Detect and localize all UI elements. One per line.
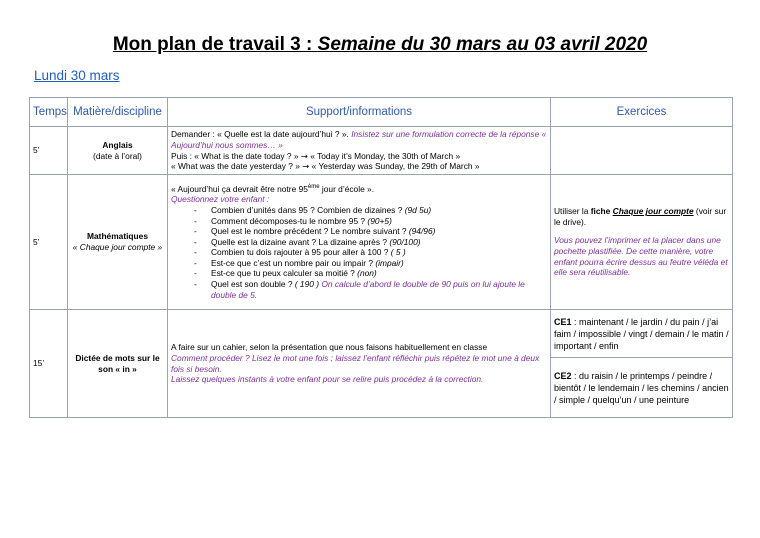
question-list (171, 205, 547, 300)
header-time: Temps (30, 98, 68, 127)
subject-cell (68, 127, 168, 175)
support-line (171, 129, 547, 150)
work-plan-table (29, 97, 733, 418)
subject-cell (68, 175, 168, 310)
question-text: Est-ce que c’est un nombre pair ou impair ? (211, 257, 376, 268)
question-item (211, 279, 547, 300)
support-text: jour d’école ». (319, 183, 375, 194)
question-item (211, 205, 547, 216)
question-answer: (non) (357, 268, 377, 279)
question-text: Quel est le nombre précédent ? Le nombre suivant ? (211, 226, 409, 237)
support-text: « What was the date yesterday ? » (171, 161, 303, 172)
subject-cell (68, 310, 168, 418)
ce1-words-cell (551, 310, 733, 358)
ce2-words-cell (551, 358, 733, 418)
title-week: Semaine du 30 mars au 03 avril 2020 (317, 34, 648, 55)
subject-name: Anglais (102, 139, 133, 150)
ce2-label: CE2 (554, 370, 572, 381)
time-cell: 5’ (30, 127, 68, 175)
question-answer: (impair) (375, 257, 404, 268)
question-item (211, 247, 547, 258)
question-answer: (94/96) (408, 226, 436, 237)
ce1-words: : maintenant / le jardin / du pain / j’ai faim / impossible / vingt / demain / le matin / important / enfin (554, 316, 729, 351)
header-support: Support/informations (168, 98, 551, 127)
title-main: Mon plan de travail 3 : (112, 34, 318, 55)
subject-note: (date à l’oral) (93, 150, 142, 161)
question-text: Combien d’unités dans 95 ? Combien de dizaines ? (211, 204, 405, 215)
support-line (171, 151, 547, 162)
question-item (211, 237, 547, 248)
support-text: « Today it’s Monday, the 30th of March » (307, 150, 461, 161)
support-note: Laissez quelques instants à votre enfant pour se relire puis procédez à la correction. (171, 374, 484, 385)
support-text: « Aujourd’hui ça devrait être notre 95 (171, 183, 308, 194)
question-text: Comment décomposes-tu le nombre 95 ? (211, 215, 368, 226)
support-text: Puis : « What is the date today ? » (171, 150, 301, 161)
superscript: ème (307, 183, 320, 190)
subject-name: Dictée de mots sur le son « in » (75, 352, 160, 374)
question-item (211, 226, 547, 237)
ce1-label: CE1 (554, 316, 572, 327)
support-line (171, 184, 547, 195)
question-answer: ( 5 ) (390, 247, 406, 258)
row-dictee (30, 310, 733, 358)
support-line: A faire sur un cahier, selon la présentation que nous faisons habituellement en classe (171, 342, 488, 353)
question-answer: (90/100) (389, 236, 421, 247)
question-answer: (90+5) (367, 215, 392, 226)
question-answer: (9d 5u) (404, 204, 432, 215)
question-item (211, 258, 547, 269)
exercise-sheet-title: Chaque jour compte (612, 206, 694, 217)
time-cell: 15’ (30, 310, 68, 418)
support-note: Questionnez votre enfant : (171, 194, 270, 205)
row-maths (30, 175, 733, 310)
support-cell (168, 175, 551, 310)
exercise-cell (551, 127, 733, 175)
exercise-text: Utiliser la (554, 206, 591, 217)
exercise-text: (voir sur le drive). (554, 206, 727, 227)
question-text: Quelle est la dizaine avant ? La dizaine après ? (211, 236, 390, 247)
question-text: Combien tu dois rajouter à 95 pour aller à 100 ? (211, 247, 391, 258)
question-note: On calcule d’abord le double de 90 puis on lui ajoute le double de 5. (211, 279, 525, 300)
header-subject: Matière/discipline (68, 98, 168, 127)
support-line (171, 161, 547, 172)
page-title (0, 34, 760, 56)
time-cell: 5’ (30, 175, 68, 310)
arrow-icon: → (300, 150, 308, 161)
exercise-note: Vous pouvez l’imprimer et la placer dans une pochette plastifiée. De cette manière, votre enfant pourra écrire dessus au feutre véléda et elle sera réutilisable. (554, 235, 728, 278)
support-cell (168, 127, 551, 175)
header-exercises: Exercices (551, 98, 733, 127)
question-answer: ( 190 ) (294, 279, 320, 290)
header-row (30, 98, 733, 127)
question-item (211, 216, 547, 227)
support-note: Insistez sur une formulation correcte de la réponse « Aujourd’hui nous sommes… » (171, 129, 547, 150)
support-text: « Yesterday was Sunday, the 29th of March » (309, 161, 480, 172)
question-text: Quel est son double ? (211, 279, 295, 290)
support-note: Comment procéder ? Lisez le mot une fois ; laissez l’enfant réfléchir puis répétez le mot une à deux fois si besoin. (171, 352, 540, 374)
subject-name: Mathématiques (87, 231, 148, 242)
question-item (211, 268, 547, 279)
row-anglais (30, 127, 733, 175)
question-text: Est-ce que tu peux calculer sa moitié ? (211, 268, 358, 279)
exercise-fiche: fiche (590, 206, 613, 217)
exercise-cell (551, 175, 733, 310)
arrow-icon: → (302, 161, 310, 172)
support-text: Demander : « Quelle est la date aujourd’hui ? ». (171, 129, 352, 140)
ce2-words: : du raisin / le printemps / peindre / bientôt / le lendemain / les chemins / ancien / simple / quelqu’un / une peinture (554, 370, 729, 405)
exercise-instruction (554, 206, 729, 227)
support-cell (168, 310, 551, 418)
subject-note: « Chaque jour compte » (72, 242, 163, 252)
day-heading: Lundi 30 mars (34, 68, 120, 83)
